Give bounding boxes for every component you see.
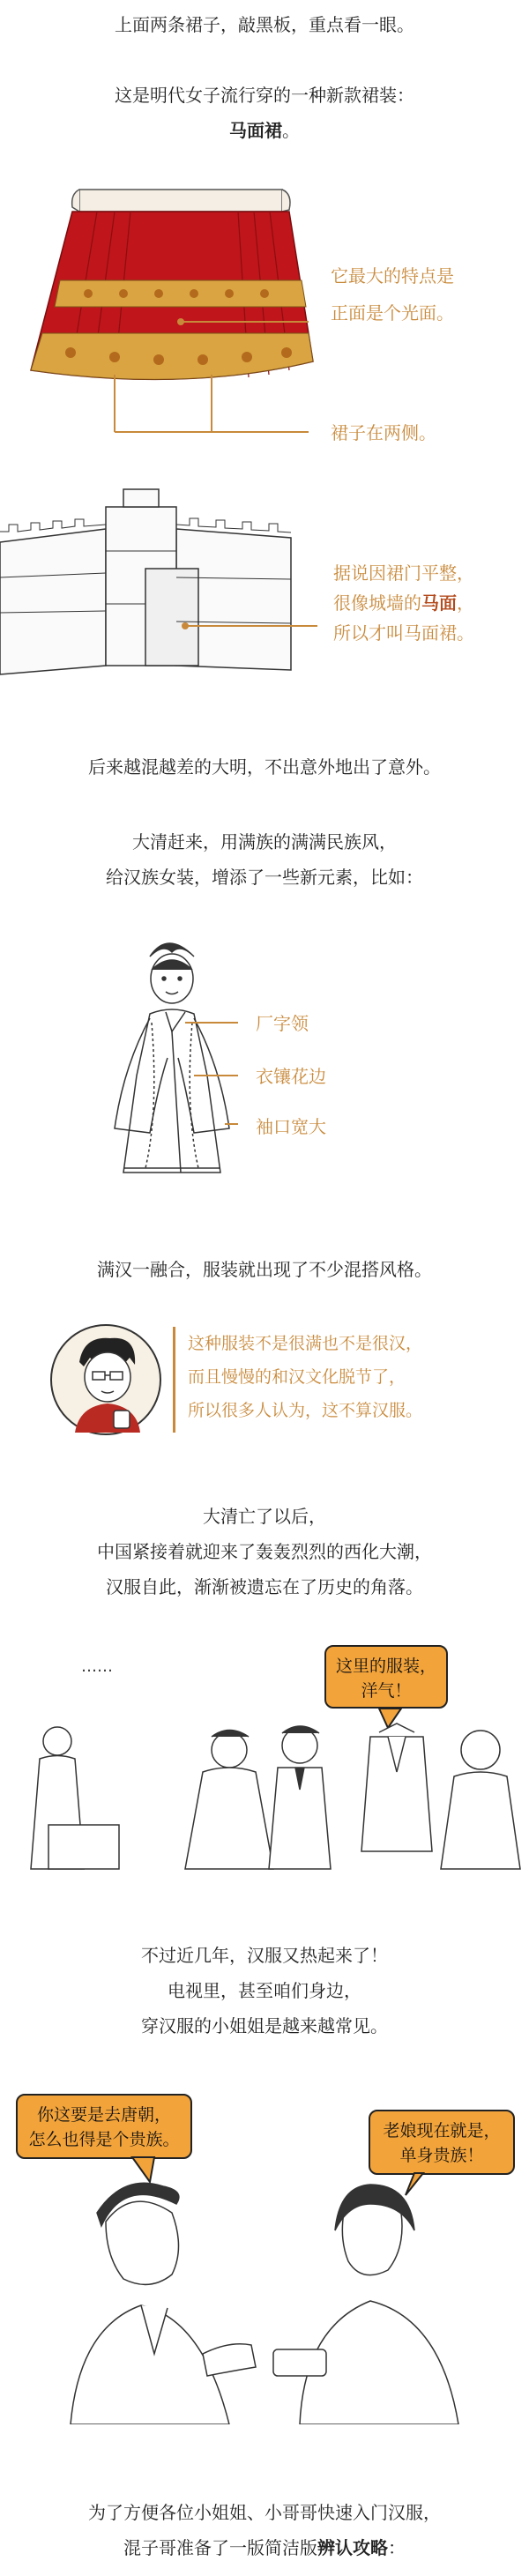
qing-woman-illustration (97, 934, 335, 1190)
narrator-avatar (48, 1322, 163, 1437)
revival-left-bubble-line1: 你这要是去唐朝， (36, 2105, 171, 2125)
revival-text-line1: 不过近几年，汉服又热起来了！ (141, 1945, 388, 1966)
guide-text-line2-bold: 辨认攻略 (317, 2537, 388, 2558)
revival-right-bubble-line1: 老娘现在就是， (383, 2121, 501, 2140)
wall-note-line3: 所以才叫马面裙。 (333, 622, 474, 644)
decline-text-line1: 大清亡了以后， (203, 1506, 326, 1527)
revival-text-line2: 电视里，甚至咱们身边， (168, 1980, 361, 2001)
qing-trim-note: 衣镶花边 (256, 1066, 326, 1087)
guide-text-line2 (0, 2530, 529, 2565)
guide-text-line2-post: ： (388, 2537, 406, 2558)
skirt-feature-line1: 它最大的特点是 (331, 265, 454, 287)
skirt-feature-note (331, 263, 454, 326)
revival-right-bubble-line2: 单身贵族！ (399, 2146, 484, 2165)
quote-line3: 所以很多人认为，这不算汉服。 (188, 1401, 423, 1420)
decline-text-line3: 汉服自此，渐渐被遗忘在了历史的角落。 (106, 1576, 423, 1597)
ming-text: 后来越混越差的大明，不出意外地出了意外。 (88, 756, 441, 778)
qing-text-line2: 给汉族女装，增添了一些新元素，比如： (106, 867, 423, 888)
revival-text-line3: 穿汉服的小姐姐是越来越常见。 (141, 2015, 388, 2036)
quote-line1: 这种服装不是很满也不是很汉， (188, 1334, 423, 1353)
quote-line2: 而且慢慢的和汉文化脱节了， (188, 1367, 406, 1387)
intro-line: 上面两条裙子，敲黑板，重点看一眼。 (115, 14, 414, 35)
mamian-period: 。 (282, 120, 300, 141)
west-bubble-line1: 这里的服装， (335, 1657, 436, 1676)
west-bubble-line2: 洋气！ (361, 1681, 412, 1701)
revival-left-bubble (16, 2094, 192, 2159)
guide-text-line1: 为了方便各位小姐姐、小哥哥快速入门汉服， (88, 2502, 441, 2523)
skirt-sides-note: 裙子在两侧。 (331, 422, 436, 443)
decline-text-line2: 中国紧接着就迎来了轰轰烈烈的西化大潮， (97, 1541, 432, 1562)
westernization-scene-illustration (0, 1701, 529, 1878)
wall-note (333, 558, 474, 648)
qing-sleeve-note: 袖口宽大 (256, 1116, 326, 1137)
quote-box (173, 1327, 481, 1433)
wall-note-line2-bold: 马面 (421, 592, 457, 614)
wall-note-line2 (333, 588, 474, 618)
wall-note-line2-pre: 很像城墙的 (333, 592, 421, 614)
city-wall-illustration (0, 480, 317, 683)
fusion-text: 满汉一融合，服装就出现了不少混搭风格。 (97, 1259, 432, 1280)
west-bubble (324, 1645, 448, 1709)
west-ellipsis: …… (81, 1657, 113, 1676)
qing-text-line1: 大清赶来，用满族的满满民族风， (132, 831, 397, 852)
mamian-intro: 这是明代女子流行穿的一种新款裙装： (115, 85, 414, 106)
wall-note-line2-post: ， (457, 592, 474, 614)
qing-collar-note: 厂字领 (256, 1013, 309, 1034)
revival-scene-illustration (0, 2151, 529, 2424)
mamian-name: 马面裙 (229, 120, 282, 141)
wall-note-line1: 据说因裙门平整， (333, 562, 474, 584)
revival-left-bubble-line2: 怎么也得是个贵族。 (28, 2130, 180, 2149)
skirt-feature-line2: 正面是个光面。 (331, 302, 454, 324)
guide-text-line2-pre: 混子哥准备了一版简洁版 (123, 2537, 317, 2558)
mamian-name-line (0, 113, 529, 148)
